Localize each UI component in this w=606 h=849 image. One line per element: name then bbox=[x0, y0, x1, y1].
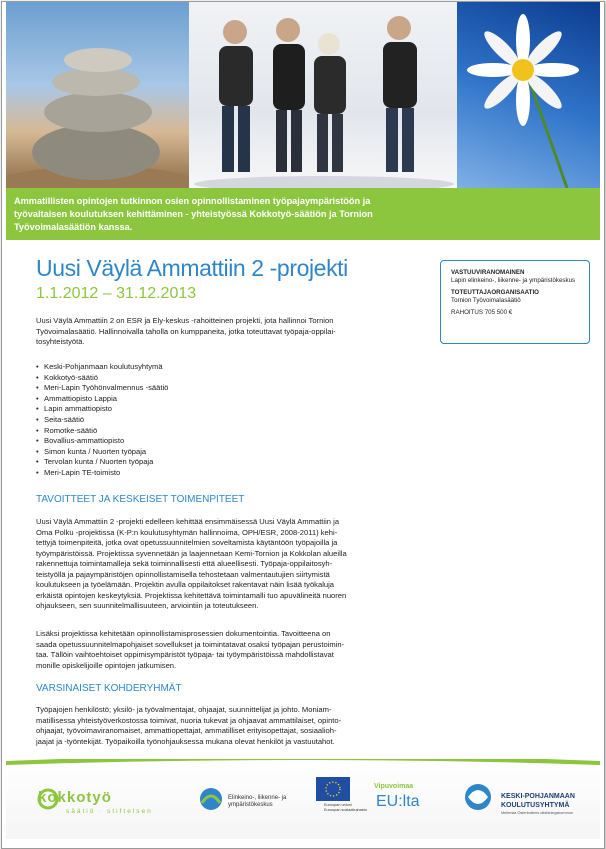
project-title: Uusi Väylä Ammattiin 2 -projekti bbox=[36, 255, 348, 281]
partner-item: • Meri-Lapin TE-toimisto bbox=[36, 468, 168, 479]
banner-line: Työvoimalasäätiön kanssa. bbox=[14, 222, 133, 232]
project-dates: 1.1.2012 – 31.12.2013 bbox=[36, 285, 197, 302]
header-photo-strip bbox=[6, 2, 600, 188]
text-line: Oma Polku -projektissa (K-P:n koulutusyhtymän hallinnoima, OPH/ESR, 2008-2011) kehi- bbox=[36, 527, 338, 537]
daisy-photo bbox=[457, 2, 600, 188]
kp-text-line: KESKI-POHJANMAAN bbox=[501, 793, 575, 800]
ely-centre-logo bbox=[200, 788, 222, 810]
partner-item: • Romotke-säätiö bbox=[36, 426, 168, 437]
target-groups-paragraph bbox=[36, 705, 402, 747]
goals-paragraph-2 bbox=[36, 629, 402, 671]
implementer-value: Tornion Työvoimalasäätiö bbox=[451, 297, 521, 304]
partner-list bbox=[36, 362, 168, 479]
koulutusyhtyma-logo-subtext: Mellersta Österbottens utbildningskommun bbox=[501, 811, 573, 815]
text-line: Lisäksi projektissa kehitetään opinnollistamisprosessien dokumentointia. Tavoitteena on bbox=[36, 629, 331, 638]
banner-line: Ammatillisten opintojen tutkinnon osien opinnollistaminen työpajaympäristöön ja bbox=[14, 196, 371, 206]
project-info-box bbox=[440, 260, 590, 344]
ely-logo-text bbox=[228, 795, 286, 809]
text-line: matillisessa yhteistyöverkostossa toimivat, nuoria tukevat ja ohjaavat ammattilaiset, opinto- bbox=[36, 715, 342, 725]
partner-item: • Lapin ammattiopisto bbox=[36, 404, 168, 415]
implementer-label: TOTEUTTAJAORGANISAATIO bbox=[451, 289, 539, 296]
text-line: teistyöllä ja pajaympäristöjen opinnollistamisella tehostetaan valmentautujien siirtymistä bbox=[36, 569, 330, 579]
goals-paragraph-1 bbox=[36, 517, 402, 612]
text-line: ohjaajat, työvoimaviranomaiset, ammattiopettajat, ammatilliset erityisopettajat, sosiaalioh- bbox=[36, 726, 337, 735]
partner-item: • Meri-Lapin Työhönvalmennus -säätiö bbox=[36, 383, 168, 394]
section-heading-target-groups: VARSINAISET KOHDERYHMÄT bbox=[36, 683, 182, 694]
ely-text-line: Elinkeino-, liikenne- ja bbox=[228, 795, 287, 801]
koulutusyhtyma-logo bbox=[465, 784, 491, 810]
partner-item: • Kokkotyö-säätiö bbox=[36, 373, 168, 384]
text-line: työympäristöissä. Projektissa syvennetään ja laajennetaan Kemi-Tornion ja Kokkolan alueilla bbox=[36, 548, 347, 558]
brochure-page bbox=[1, 1, 605, 849]
section-heading-goals: TAVOITTEET JA KESKEISET TOIMENPITEET bbox=[36, 494, 245, 505]
text-line: tettyjä toimenpiteitä, jotka ovat opetussuunnitelmien soveltamista käytäntöön työpajoilla ja bbox=[36, 538, 338, 547]
eu-text-line: Euroopan unioni bbox=[324, 803, 352, 807]
people-in-snow-photo bbox=[189, 2, 457, 188]
funding-amount: RAHOITUS 705 500 € bbox=[451, 309, 513, 316]
eu-flag-icon bbox=[316, 777, 350, 801]
partner-item: • Bovallius-ammattiopisto bbox=[36, 436, 168, 447]
partner-item: • Ammattiopisto Lappia bbox=[36, 394, 168, 405]
partner-item: • Keski-Pohjanmaan koulutusyhtymä bbox=[36, 362, 168, 373]
eu-logo-text bbox=[324, 803, 367, 813]
partner-item: • Simon kunta / Nuorten työpaja bbox=[36, 447, 168, 458]
banner-line: työvaltaisen koulutuksen kehittäminen - yhteistyössä Kokkotyö-säätiön ja Tornion bbox=[14, 209, 373, 219]
authority-value: Lapin elinkeino-, liikenne- ja ympäristökeskus bbox=[451, 277, 576, 284]
intro-paragraph bbox=[36, 316, 402, 348]
text-line: tosyhteistyötä. bbox=[36, 337, 85, 346]
text-line: koulutukseen ja työelämään. Projektin avulla oppilaitokset rakentavat näin lisää työkaluja bbox=[36, 580, 335, 589]
kokkotyo-logo-text: kokkotyö bbox=[38, 789, 112, 806]
text-line: Työpajojen henkilöstö; yksilö- ja työvalmentajat, ohjaajat, suunnittelijat ja johto. Moniam- bbox=[36, 705, 332, 714]
partner-item: • Tervolan kunta / Nuorten työpaja bbox=[36, 457, 168, 468]
text-line: ohjaukseen, sen suunnitelmallisuuteen, arviointiin ja toteutukseen. bbox=[36, 601, 259, 610]
intro-banner bbox=[6, 188, 600, 240]
text-line: jaajat ja -työntekijät. Työpaikoilla työnohjauksessa mukana olevat henkilöt ja vastuutahot. bbox=[36, 736, 335, 746]
vipuvoimaa-text: Vipuvoimaa bbox=[374, 783, 414, 790]
stones-photo bbox=[6, 2, 189, 188]
text-line: rakennettuja toimintamalleja sekä toiminnallisesti että alueellisesti. Työpaja-oppilaitosyh- bbox=[36, 559, 333, 568]
text-line: Työvoimalasäätiö. Hallinnoivalla taholla on kumppaneita, jotka toteuttavat työpaja-oppilai- bbox=[36, 326, 336, 336]
text-line: monille opiskelijoille opintojen jatkumisen. bbox=[36, 660, 177, 670]
kp-text-line: KOULUTUSYHTYMÄ bbox=[501, 801, 570, 809]
authority-label: VASTUUVIRANOMAINEN bbox=[451, 269, 525, 276]
euta-text: EU:lta bbox=[376, 793, 420, 810]
koulutusyhtyma-logo-text bbox=[501, 793, 575, 810]
text-line: saada opetussuunnitelmapohjaiset sovellukset ja toimintatavat osaksi työpajan perustoimin- bbox=[36, 639, 345, 649]
eu-text-line: Euroopan sosiaalirahasto bbox=[324, 808, 367, 812]
text-line: taa. Tällöin vaihtoehtoiset oppimisympäristöt työpaja- tai työympäristöissä mahdollistavat bbox=[36, 650, 334, 659]
kokkotyo-logo-subtext: säätiö · stiftelsen bbox=[66, 808, 153, 815]
partner-item: • Seita-säätiö bbox=[36, 415, 168, 426]
text-line: Uusi Väylä Ammattiin 2 -projekti edelleen kehittää ensimmäisessä Uusi Väylä Ammattiin ja bbox=[36, 517, 340, 526]
logo-footer bbox=[6, 759, 600, 839]
text-line: erkäistä opintojen keskeytyksiä. Projektissa kehitettävä toimintamalli tuo apuvälineitä nuoren bbox=[36, 590, 347, 600]
text-line: Uusi Väylä Ammattiin 2 on ESR ja Ely-keskus -rahoitteinen projekti, jota hallinnoi Tornion bbox=[36, 316, 334, 325]
ely-text-line: ympäristökeskus bbox=[228, 802, 273, 808]
